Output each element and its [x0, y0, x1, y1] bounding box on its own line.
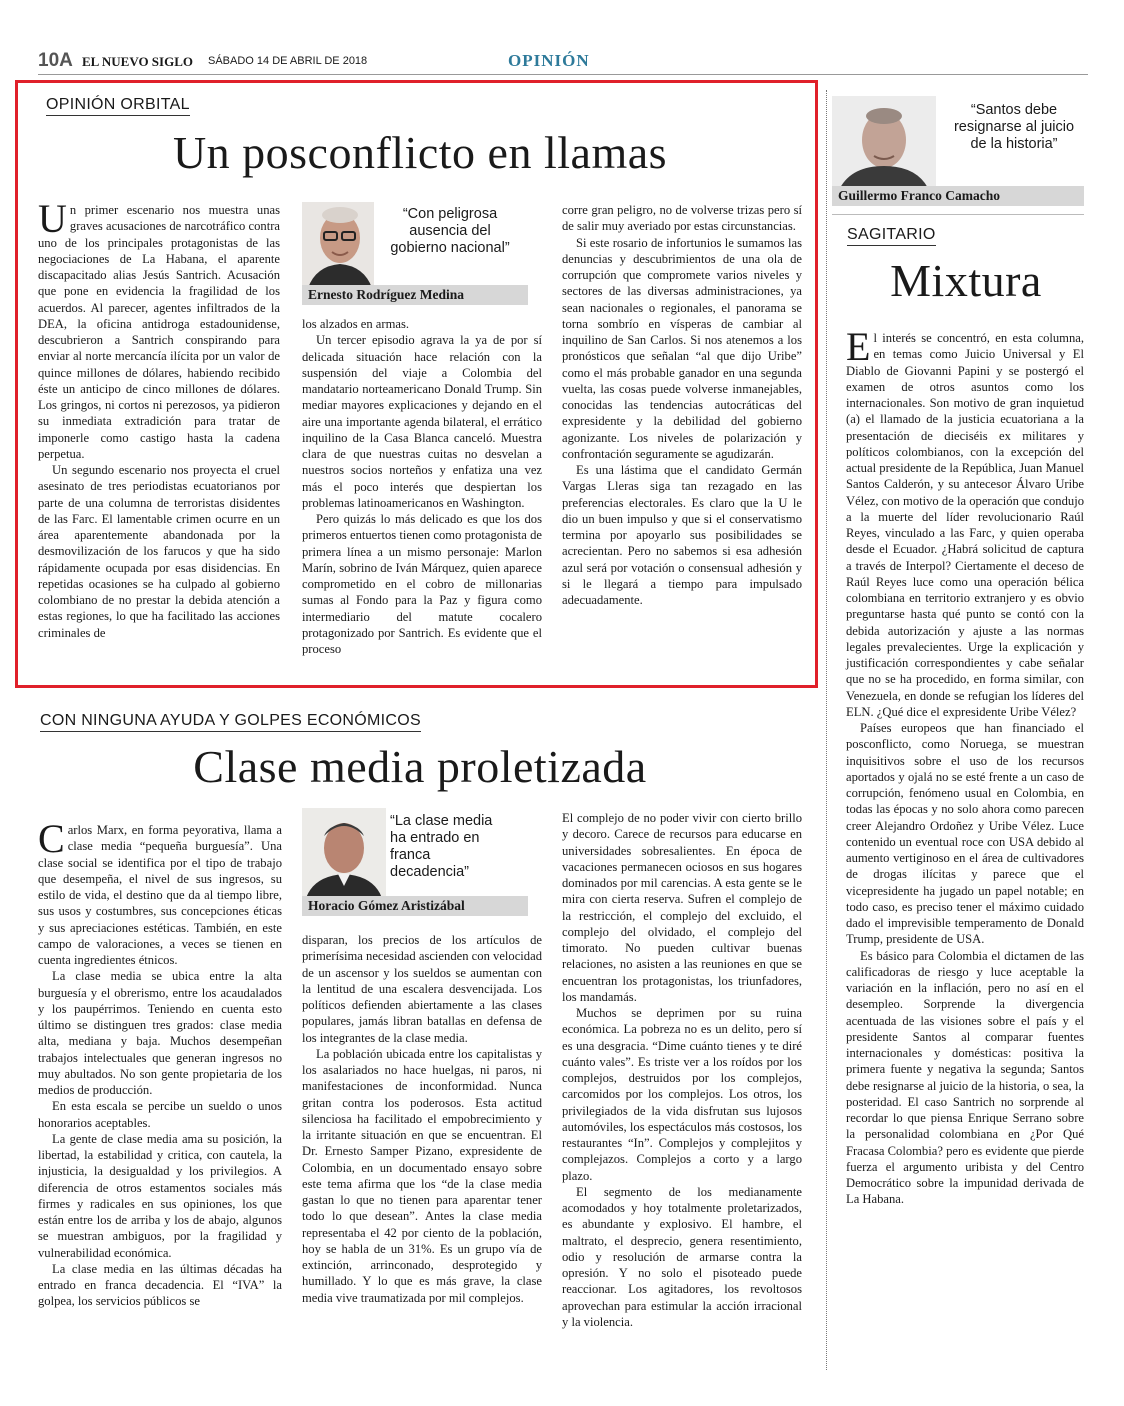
article1-author-name: Ernesto Rodríguez Medina: [302, 285, 528, 305]
article2-author-name: Horacio Gómez Aristizábal: [302, 896, 528, 916]
portrait-image: [302, 202, 374, 288]
article1-paragraph: Es una lástima que el candidato Germán Vargas Lleras siga tan rezagado en las preferencias electorales. Es claro que la U le dio un buen impulso y que si el conservatismo termina por apoyarlo sus posibilidades se acrecientan. Pero no sabemos si esa adhesión azul será por votación o consensual adhesión y si le llegará a tiempo para impulsado adecuadamente.: [562, 463, 802, 607]
article2-kicker: CON NINGUNA AYUDA Y GOLPES ECONÓMICOS: [40, 712, 421, 732]
article1-pull-quote: “Con peligrosa ausencia del gobierno nacional”: [390, 206, 510, 256]
paper-name: EL NUEVO SIGLO: [82, 54, 193, 69]
masthead: [38, 50, 1088, 72]
column-divider: [826, 90, 827, 1370]
article1-headline: Un posconflicto en llamas: [172, 127, 668, 178]
article1-paragraph: n primer escenario nos muestra unas graves acusaciones de narcotráfico contra uno de los principales protagonistas de las negociaciones de La Habana, el aparente discapacitado alias Jesús Santrich. Acusación que pone en evidencia la fragilidad de los acuerdos. Al parecer, agentes infiltrados de la DEA, la oficina antidroga estadounidense, descubrieron a Santrich conspirando para enviar al norte mercancía ilícita por un valor de quince millones de dólares, habiendo recibido éste un anticipo de cinco millones de dólares. Los gringos, ni cortos ni perezosos, ya pidieron su inmediata extradición para tratar de imponerle como castigo hasta la cadena perpetua.: [38, 203, 280, 461]
article2-paragraph: La clase media se ubica entre la alta burguesía y el obrerismo, entre los acaudalados y los paupérrimos. Teniendo en cuenta esto último se distinguen tres grados: clase media alta, mediana y baja. Muchos desempeñan trabajos intelectuales que generan ingresos no muy abultados. No son gente propietaria de los medios de producción.: [38, 969, 282, 1097]
article2-column-2: [302, 932, 542, 1352]
portrait-image: [832, 96, 936, 188]
article1-paragraph: los alzados en armas.: [302, 317, 410, 331]
article2-paragraph: arlos Marx, en forma peyorativa, llama a clase media “pequeña burguesía”. Una clase social se identifica por el tipo de trabajo que desempeña, el nivel de sus ingresos, su estilo de vida, el destino que da al tiempo libre, sus usos y costumbres, sus concepciones éticas y sus apreciaciones estéticas. También, en este campo de valoraciones, a veces se tienen en cuenta ingredientes étnicos.: [38, 823, 282, 967]
article2-paragraph: El complejo de no poder vivir con cierto brillo y decoro. Carece de recursos para educarse en universidades sobresalientes. En época de vacaciones permanecen ociosos en sus hogares dominados por mil carencias. A esta gente se le mira con cierta reserva. Sufren el complejo de la restricción, el complejo del excluido, el complejo del olvidado, el complejo del timorato. No pueden cultivar buenas relaciones, no asisten a las reuniones en que se encuentran los protagonistas, los triunfadores, los mandamás.: [562, 811, 802, 1004]
author-photo-ernesto-rodriguez: [302, 202, 374, 288]
article3-paragraph: Países europeos que han financiado el posconflicto, como Noruega, se muestran inquisitivos sobre el uso de los recursos aportados y ojalá no se esté frente a un caso de corrupción, fenómeno usual en Colombia, en todas las épocas y no solo ahora como parecen creer Alejandro Ordoñez y Uribe Vélez. Luce contenido un eventual roce con USA debido al aumento vertiginoso en el área de cultivadores de drogas ilícitas y parece que el vicepresidente ha jugado un papel notable; en todo caso, es preciso tener el máximo cuidado dado el imprevisible temperamento de Donald Trump, presidente de USA.: [846, 721, 1084, 947]
article2-dropcap: C: [38, 816, 65, 861]
article2-paragraph: Muchos se deprimen por su ruina económica. La pobreza no es un delito, pero sí es una desgracia. “Dime cuánto tienes y te diré cuánto vales”. Es triste ver a los roídos por los complejos, destruidos por los complejos, carcomidos por los complejos. Los otros, los privilegiados de la vida disfrutan sus lujosos automóviles, los espectáculos más costosos, los restaurantes “In”. Complejos y complejitos y complejazos. Complejos a corto y a largo plazo.: [562, 1006, 802, 1183]
article1-paragraph: Un tercer episodio agrava la ya de por sí delicada situación hace relación con la suspensión del viaje a Colombia del mandatario norteamericano Donald Trump. Sin mediar mayores explicaciones y dejando en el aire una importante agenda bilateral, el errático inquilino de la Casa Blanca canceló. Muestra clara de que nuestras cuitas no desvelan a nuestros socios norteños y enfatiza una vez más el poco interés que despiertan los problemas latinoamericanos en Washington.: [302, 333, 542, 510]
issue-date: SÁBADO 14 DE ABRIL DE 2018: [208, 55, 368, 67]
article1-paragraph: Pero quizás lo más delicado es que los dos primeros entuertos tienen como protagonista de primera línea a un mismo personaje: Marlon Marín, sobrino de Iván Márquez, quien aparece comprometido en el cobro de millonarias sumas al Fondo para la Paz y figura como intermediario del matute cocalero protagonizado por Santrich. Es evidente que el proceso: [302, 512, 542, 656]
article3-dropcap: E: [846, 324, 871, 369]
article2-paragraph: La clase media en las últimas décadas ha entrado en franca decadencia. El “IVA” la golpea, los servicios públicos se: [38, 1261, 282, 1309]
article1-column-1: [38, 196, 280, 672]
article1-paragraph: corre gran peligro, no de volverse trizas pero sí de salir muy averiado por estas circunstancias.: [562, 203, 802, 234]
article1-paragraph: Un segundo escenario nos proyecta el cruel asesinato de tres periodistas ecuatorianos por parte de una columna de terroristas disidentes de las Farc. El lamentable crimen ocurre en un área aparentemente abandonada por la desmovilización de los farucos y que ha sido rápidamente ocupada por esas disidencias. En repetidas ocasiones se ha culpado al gobierno colombiano de no prestar la debida atención a estas regiones, lo que ha facilitado las acciones criminales de: [38, 463, 280, 640]
article3-paragraph: l interés se concentró, en esta columna, en temas como Juicio Universal y El Diablo de Giovanni Papini y se postergó el examen de otros asuntos como los internacionales. Son motivo de gran inquietud (a) el llamado de la justicia ecuatoriana a la presentación de dieciséis ex militares y políticos colombianos, con la excepción del actual presidente de la República, Juan Manuel Santos Calderón, y su antecesor Álvaro Uribe Vélez, con motivo de la operación que condujo a la muerte del líder revolucionario Raúl Reyes, vinculado a las Farc, y quien operaba desde el Ecuador. ¿Habrá solicitud de captura a través de Interpol? Ciertamente el deceso de Raúl Reyes luce como una operación bélica colombiana en territorio extranjero y es obvio preguntarse hasta qué punto se contó con la debida autorización y ajuste a las normas legales prevalecientes. Urge la explicación y justificación correspondientes y cabe señalar que no se ha procedido, en forma similar, con Venezuela, en donde se refugian los líderes del ELN. ¿Qué dice el expresidente Uribe Vélez?: [846, 331, 1084, 719]
article1-column-3: [562, 202, 802, 672]
article2-column-1: [38, 816, 282, 1352]
article2-paragraph: La población ubicada entre los capitalistas y los asalariados no hace huelgas, ni paros, ni manifestaciones de inconformidad. Nunca gritan contra los poderosos. Esta actitud silenciosa ha facilitado el empobrecimiento y la irritante situación en que se encuentran. El Dr. Ernesto Samper Pizano, expresidente de Colombia, en un documentado ensayo sobre este tema afirma que los “de la clase media gastan lo que no tienen para aparentar tener todo lo que desean”. Antes la clase media representaba el 42 por ciento de la población, hoy se habla de un 31%. Es un grupo vía de extinción, arrinconado, desprotegido y humillado. Y lo que es más grave, la clase media vive traumatizada por mil complejos.: [302, 1046, 542, 1305]
portrait-image: [302, 808, 386, 898]
author-photo-horacio-gomez: [302, 808, 386, 898]
article3-headline: Mixtura: [890, 255, 1042, 306]
article1-paragraph: Si este rosario de infortunios le sumamos las denuncias y descubrimientos de una ola de corrupción que compromete varios niveles y sectores de las diversas administraciones, ya sean nacionales o regionales, el panorama se torna sombrío en vísperas de cambiar al inquilino de San Carlos. Si nos atenemos a los pronósticos que señalan “al que dijo Uribe” como el más probable ganador en una segunda vuelta, las cosas puede volverse inmanejables, conocidas las tendencias autocráticas del expresidente y la debilidad del gobierno agonizante. Los niveles de polarización y confrontación seguramente se agudizarán.: [562, 235, 802, 461]
article3-paragraph: Es básico para Colombia el dictamen de las calificadoras de riesgo y luce aceptable la variación en la inflación, pero no así en el desempleo. Sorprende la divergencia acentuada de las visiones sobre el país y el presidente Santos al comparar fuentes internacionales y domésticas: positiva la primera fuente y negativa la segunda; Santos debe resignarse al juicio de la historia, o sea, la posteridad. El caso Santrich no sorprende al recordar lo que piensa Enrique Serrano sobre la personalidad colombiana en ¿Por Qué Fracasa Colombia? pero es evidente que pierde fuerza el argumento uribista y del Centro Democrático sobre la impunidad derivada de La Habana.: [846, 948, 1084, 1207]
article2-paragraph: En esta escala se percibe un sueldo o unos honorarios aceptables.: [38, 1099, 282, 1130]
masthead-rule: [38, 74, 1088, 75]
article3-kicker: SAGITARIO: [847, 226, 936, 246]
section-title: OPINIÓN: [508, 51, 590, 70]
article2-pull-quote: “La clase media ha entrado en franca decadencia”: [390, 813, 493, 880]
article1-column-2: [302, 316, 542, 672]
article2-column-3: [562, 810, 802, 1355]
article1-kicker: OPINIÓN ORBITAL: [46, 96, 190, 116]
article3-column: [846, 324, 1084, 1380]
article3-author-name: Guillermo Franco Camacho: [832, 186, 1084, 206]
article1-dropcap: U: [38, 196, 67, 241]
author-photo-guillermo-franco: [832, 96, 936, 188]
author-strip-rule: [832, 214, 1084, 215]
article3-pull-quote: “Santos debe resignarse al juicio de la historia”: [953, 102, 1075, 152]
article2-paragraph: disparan, los precios de los artículos de primerísima necesidad ascienden con velocidad de un ascensor y los sueldos se aumentan con la lentitud de una escalera desvencijada. Los políticos defienden abiertamente a las clases populares, jamás libran batallas en defensa de los integrantes de la clase media.: [302, 933, 542, 1045]
article2-paragraph: El segmento de los medianamente acomodados y hoy totalmente proletarizados, es abundante y explosivo. El hambre, el maltrato, el desprecio, genera resentimiento, odio y resolución de armarse contra la opresión. Y no solo el pisoteado puede reaccionar. Los agitadores, los revoltosos aprovechan para estimular la acción irracional y la violencia.: [562, 1184, 802, 1329]
article2-paragraph: La gente de clase media ama su posición, la libertad, la estabilidad y critica, con cautela, la injusticia, la desigualdad y los privilegios. A diferencia de otros estamentos sociales más firmes y radicales en sus opiniones, los que están entre los de arriba y los de abajo, algunos se muestran ambiguos, por la fragilidad y vulnerabilidad económica.: [38, 1131, 282, 1260]
article2-headline: Clase media proletizada: [193, 741, 647, 792]
page-number: 10A: [38, 50, 73, 71]
